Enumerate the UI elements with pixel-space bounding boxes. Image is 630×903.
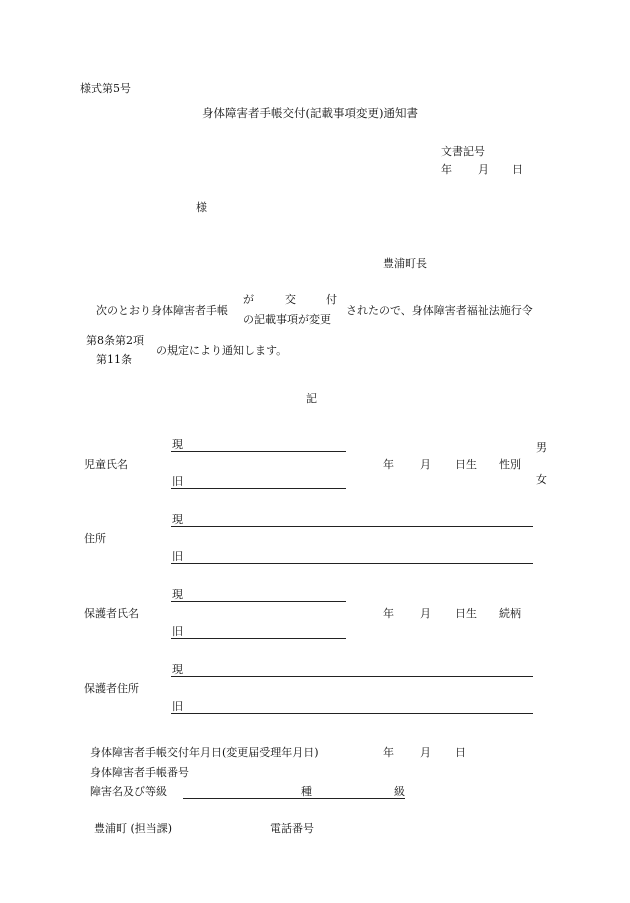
address-current-mark: 現 (172, 513, 183, 526)
form-number: 様式第5号 (80, 82, 131, 95)
gender-female: 女 (536, 473, 547, 486)
relationship-label: 続柄 (499, 607, 521, 620)
disability-label: 障害名及び等級 (90, 785, 167, 798)
child-birth-year: 年 (383, 458, 394, 471)
guardian-address-current-mark: 現 (172, 663, 183, 676)
issue-date-year: 年 (383, 746, 394, 759)
office-label: 豊浦町 (担当課) (94, 822, 173, 835)
body-intro: 次のとおり身体障害者手帳 (96, 304, 228, 317)
choice-issue-1: が (243, 293, 254, 306)
body-after: されたので、身体障害者福祉法施行令 (346, 304, 533, 317)
child-name-label: 児童氏名 (84, 458, 128, 471)
guardian-address-old-line (171, 713, 533, 714)
document-title: 身体障害者手帳交付(記載事項変更)通知書 (202, 106, 418, 120)
gender-label: 性別 (499, 458, 521, 471)
ki-heading: 記 (306, 392, 317, 405)
issue-date-day: 日 (455, 746, 466, 759)
book-number-label: 身体障害者手帳番号 (90, 766, 189, 779)
guardian-name-label: 保護者氏名 (84, 607, 139, 620)
sender: 豊浦町長 (383, 257, 427, 270)
address-old-line (171, 563, 533, 564)
gender-male: 男 (536, 441, 547, 454)
guardian-birth-year: 年 (383, 607, 394, 620)
guardian-birth-day: 日生 (455, 607, 477, 620)
disability-line (183, 798, 405, 799)
guardian-birth-month: 月 (420, 607, 431, 620)
child-name-old-line (171, 488, 346, 489)
phone-label: 電話番号 (270, 822, 314, 835)
doc-number-label: 文書記号 (441, 145, 485, 158)
guardian-name-current-mark: 現 (172, 588, 183, 601)
guardian-address-old-mark: 旧 (172, 700, 183, 713)
guardian-address-label: 保護者住所 (84, 682, 139, 695)
address-label: 住所 (84, 532, 106, 545)
choice-issue-2: 交 (285, 293, 296, 306)
date-month: 月 (478, 163, 489, 176)
date-year: 年 (441, 163, 452, 176)
guardian-name-current-line (171, 601, 346, 602)
child-name-current-line (171, 451, 346, 452)
child-birth-month: 月 (420, 458, 431, 471)
article-option-1: 第8条第2項 (86, 334, 144, 347)
grade-suffix: 級 (394, 785, 405, 798)
issue-date-label: 身体障害者手帳交付年月日(変更届受理年月日) (90, 746, 319, 759)
guardian-name-old-mark: 旧 (172, 625, 183, 638)
choice-issue-3: 付 (326, 293, 337, 306)
issue-date-month: 月 (420, 746, 431, 759)
address-current-line (171, 526, 533, 527)
type-suffix: 種 (301, 785, 312, 798)
address-old-mark: 旧 (172, 550, 183, 563)
recipient-suffix: 様 (196, 201, 207, 214)
guardian-name-old-line (171, 638, 346, 639)
child-name-old-mark: 旧 (172, 475, 183, 488)
child-name-current-mark: 現 (172, 438, 183, 451)
choice-change: の記載事項が変更 (243, 313, 331, 326)
guardian-address-current-line (171, 676, 533, 677)
body-closing: の規定により通知します。 (156, 344, 288, 357)
child-birth-day: 日生 (455, 458, 477, 471)
date-day: 日 (512, 163, 523, 176)
article-option-2: 第11条 (96, 353, 132, 366)
